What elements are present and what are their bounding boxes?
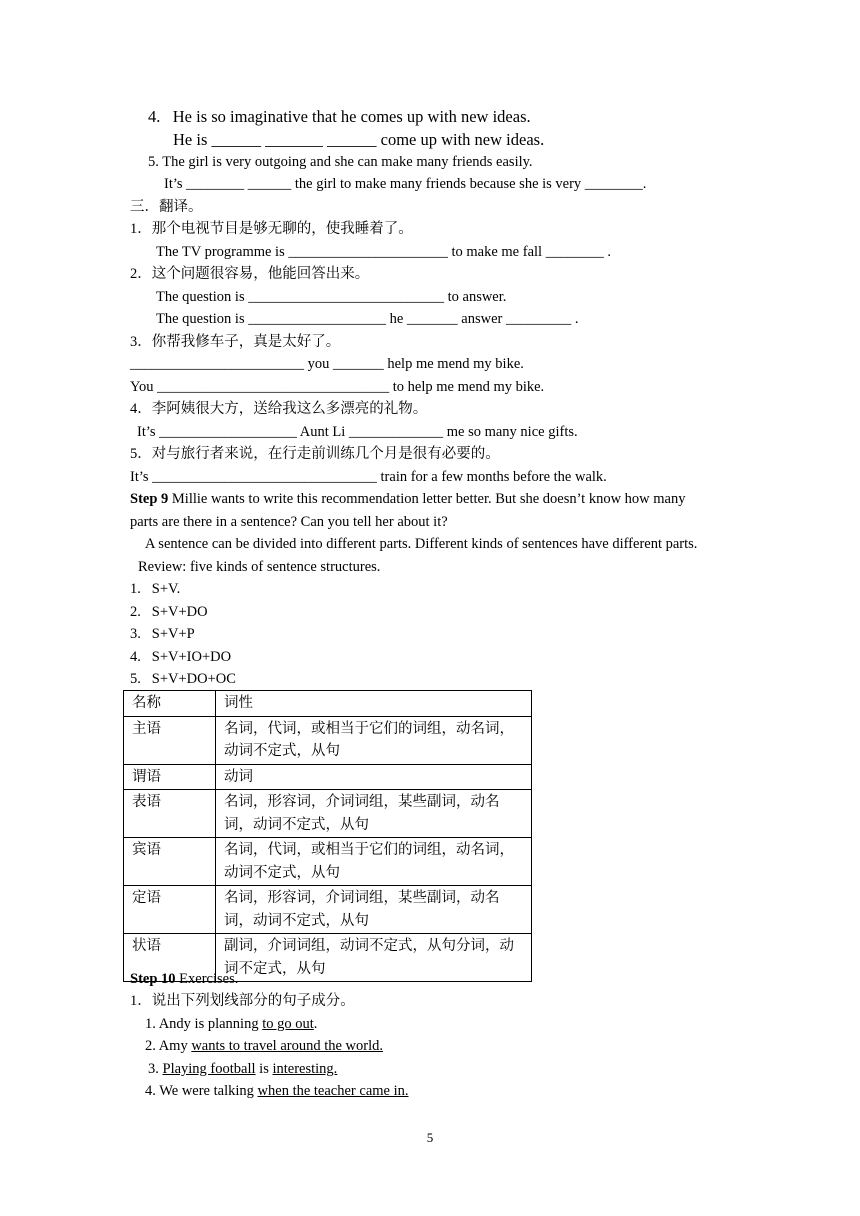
table-cell-name: 状语 [124, 934, 216, 982]
translation-item: 3．你帮我修车子，真是太好了。 [130, 334, 341, 350]
step-9-text-2: parts are there in a sentence? Can you tell her about it? [130, 514, 448, 530]
sentence-parts-table [123, 690, 532, 982]
sentence-text: 1. Andy is planning [145, 1016, 263, 1032]
translation-item: 5．对与旅行者来说，在行走前训练几个月是很有必要的。 [130, 446, 500, 462]
underlined-part: interesting. [272, 1061, 338, 1077]
exercise-sentence [145, 1037, 383, 1055]
step-9-intro [130, 490, 686, 508]
sentence-text: 2. Amy [145, 1038, 192, 1054]
step-9-text: Millie wants to write this recommendation letter better. But she doesn’t know how many [168, 491, 686, 507]
table-cell-pos: 副词，介词词组，动词不定式，从句分词，动词不定式，从句 [216, 934, 532, 982]
table-header-row [124, 691, 532, 717]
sentence-text: 3. [148, 1061, 163, 1077]
translation-item: 1．那个电视节目是够无聊的，使我睡着了。 [130, 221, 413, 237]
table-cell-pos: 名词，代词，或相当于它们的词组，动名词，动词不定式，从句 [216, 716, 532, 764]
sentence-text: . [313, 1016, 318, 1032]
table-header-cell: 词性 [216, 691, 532, 717]
translation-item: ________________________ you _______ help me mend my bike. [130, 356, 524, 372]
exercise-sentence [148, 1060, 337, 1078]
exercise-4-sentence: 4. He is so imaginative that he comes up with new ideas. [148, 107, 531, 126]
structure-item: 5. S+V+DO+OC [130, 671, 236, 687]
step-9-text-3: A sentence can be divided into different parts. Different kinds of sentences have different parts. [145, 536, 698, 552]
table-cell-name: 宾语 [124, 838, 216, 886]
step-10-text: Exercises. [175, 971, 239, 987]
exercise-5-sentence: 5. The girl is very outgoing and she can make many friends easily. [148, 154, 533, 170]
table-row [124, 886, 532, 934]
structure-item: 4. S+V+IO+DO [130, 649, 232, 665]
underlined-part: when the teacher came in. [257, 1083, 409, 1099]
exercise-5-blank: It’s ________ ______ the girl to make many friends because she is very ________. [164, 176, 647, 192]
exercise-4-blank: He is ______ _______ ______ come up with new ideas. [173, 130, 545, 149]
table-cell-pos: 动词 [216, 764, 532, 790]
translation-item: 2．这个问题很容易，他能回答出来。 [130, 266, 370, 282]
structure-item: 3. S+V+P [130, 626, 195, 642]
structure-item: 1. S+V. [130, 581, 181, 597]
translation-item: It’s ___________________ Aunt Li _____________ me so many nice gifts. [137, 424, 578, 440]
table-cell-name: 谓语 [124, 764, 216, 790]
step-9-label: Step 9 [130, 491, 169, 507]
table-header-cell: 名称 [124, 691, 216, 717]
step-10-instruction: 1．说出下列划线部分的句子成分。 [130, 993, 355, 1009]
table-cell-pos: 名词，代词，或相当于它们的词组，动名词，动词不定式，从句 [216, 838, 532, 886]
table-cell-name: 表语 [124, 790, 216, 838]
table-row [124, 838, 532, 886]
exercise-sentence [145, 1015, 317, 1033]
translation-item: The question is ___________________________ to answer. [156, 289, 507, 305]
underlined-part: to go out [262, 1016, 314, 1032]
sentence-text: is [255, 1061, 273, 1077]
table-row [124, 716, 532, 764]
table-row [124, 764, 532, 790]
exercise-sentence [145, 1082, 409, 1100]
underlined-part: wants to travel around the world. [191, 1038, 383, 1054]
translation-item: The TV programme is ______________________ to make me fall ________ . [156, 244, 611, 260]
step-10-intro [130, 970, 238, 988]
table-cell-pos: 名词，形容词，介词词组，某些副词，动名词，动词不定式，从句 [216, 886, 532, 934]
review-heading: Review: five kinds of sentence structures. [138, 559, 381, 575]
table-cell-name: 定语 [124, 886, 216, 934]
translation-item: The question is ___________________ he _______ answer _________ . [156, 311, 579, 327]
translation-item: 4．李阿姨很大方，送给我这么多漂亮的礼物。 [130, 401, 428, 417]
table-row [124, 790, 532, 838]
translation-item: You ________________________________ to help me mend my bike. [130, 379, 545, 395]
table-cell-name: 主语 [124, 716, 216, 764]
underlined-part: Playing football [162, 1061, 256, 1077]
step-10-label: Step 10 [130, 971, 176, 987]
sentence-text: 4. We were talking [145, 1083, 258, 1099]
page-number: 5 [426, 1130, 434, 1145]
structure-item: 2. S+V+DO [130, 604, 208, 620]
translation-heading: 三．翻译。 [130, 199, 203, 215]
translation-item: It’s _______________________________ train for a few months before the walk. [130, 469, 607, 485]
table-cell-pos: 名词，形容词，介词词组，某些副词，动名词，动词不定式，从句 [216, 790, 532, 838]
